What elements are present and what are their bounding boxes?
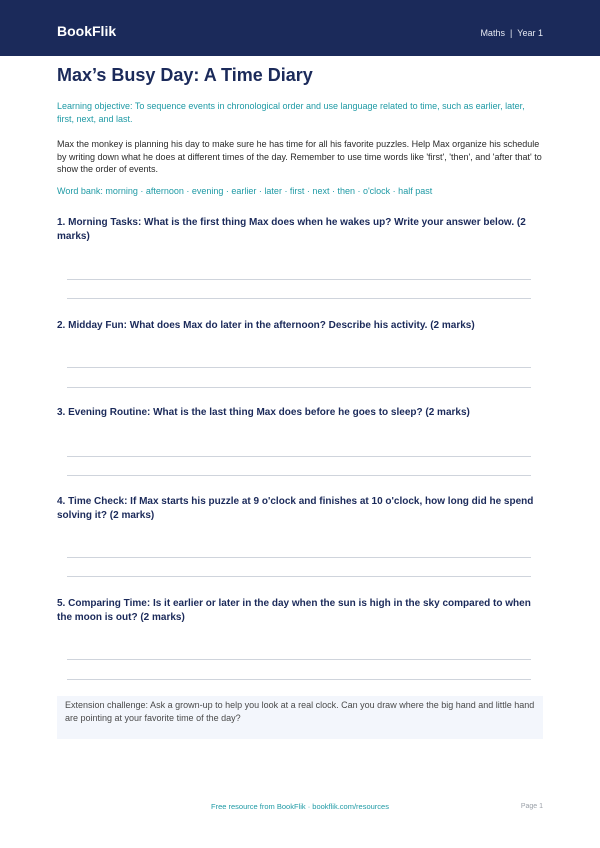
answer-line[interactable] (67, 279, 531, 280)
brand-logo: BookFlik (57, 23, 117, 39)
question-5: 5. Comparing Time: Is it earlier or later in the day when the sun is high in the sky compared to when the moon is out? (2 marks) (57, 598, 531, 623)
question-1: 1. Morning Tasks: What is the first thing Max does when he wakes up? Write your answer below. (2 marks) (57, 217, 526, 242)
footer-link[interactable]: Free resource from BookFlik · bookflik.com/resources (211, 802, 389, 811)
answer-line[interactable] (67, 576, 531, 577)
answer-line[interactable] (67, 456, 531, 457)
meta-separator: | (509, 28, 513, 38)
subject-label: Maths (480, 28, 505, 38)
answer-line[interactable] (67, 367, 531, 368)
question-4: 4. Time Check: If Max starts his puzzle at 9 o'clock and finishes at 10 o'clock, how long did he spend solving it? (2 marks) (57, 496, 534, 521)
answer-line[interactable] (67, 679, 531, 680)
answer-line[interactable] (67, 557, 531, 558)
year-label: Year 1 (517, 28, 543, 38)
answer-line[interactable] (67, 475, 531, 476)
learning-objective: Learning objective: To sequence events in chronological order and use language related to time, such as earlier, later, first, next, and last. (57, 101, 525, 124)
answer-line[interactable] (67, 298, 531, 299)
answer-line[interactable] (67, 387, 531, 388)
intro-paragraph: Max the monkey is planning his day to make sure he has time for all his favorite puzzles. Help Max organize his schedule by writing down what he does at different times of the day. Remember to use time words like 'first', 'then', and 'after that' to show the order of events. (57, 139, 542, 174)
header-meta (480, 27, 543, 39)
question-2: 2. Midday Fun: What does Max do later in the afternoon? Describe his activity. (2 marks) (57, 320, 475, 331)
page-header (0, 0, 600, 56)
extension-challenge: Extension challenge: Ask a grown-up to help you look at a real clock. Can you draw where the big hand and little hand are pointing at your favorite time of the day? (57, 696, 543, 739)
question-3: 3. Evening Routine: What is the last thing Max does before he goes to sleep? (2 marks) (57, 407, 470, 418)
page-title: Max’s Busy Day: A Time Diary (57, 65, 313, 85)
page-number: Page 1 (520, 803, 543, 810)
word-bank: Word bank: morning · afternoon · evening · earlier · later · first · next · then · o'clock · half past (57, 186, 433, 196)
answer-line[interactable] (67, 659, 531, 660)
